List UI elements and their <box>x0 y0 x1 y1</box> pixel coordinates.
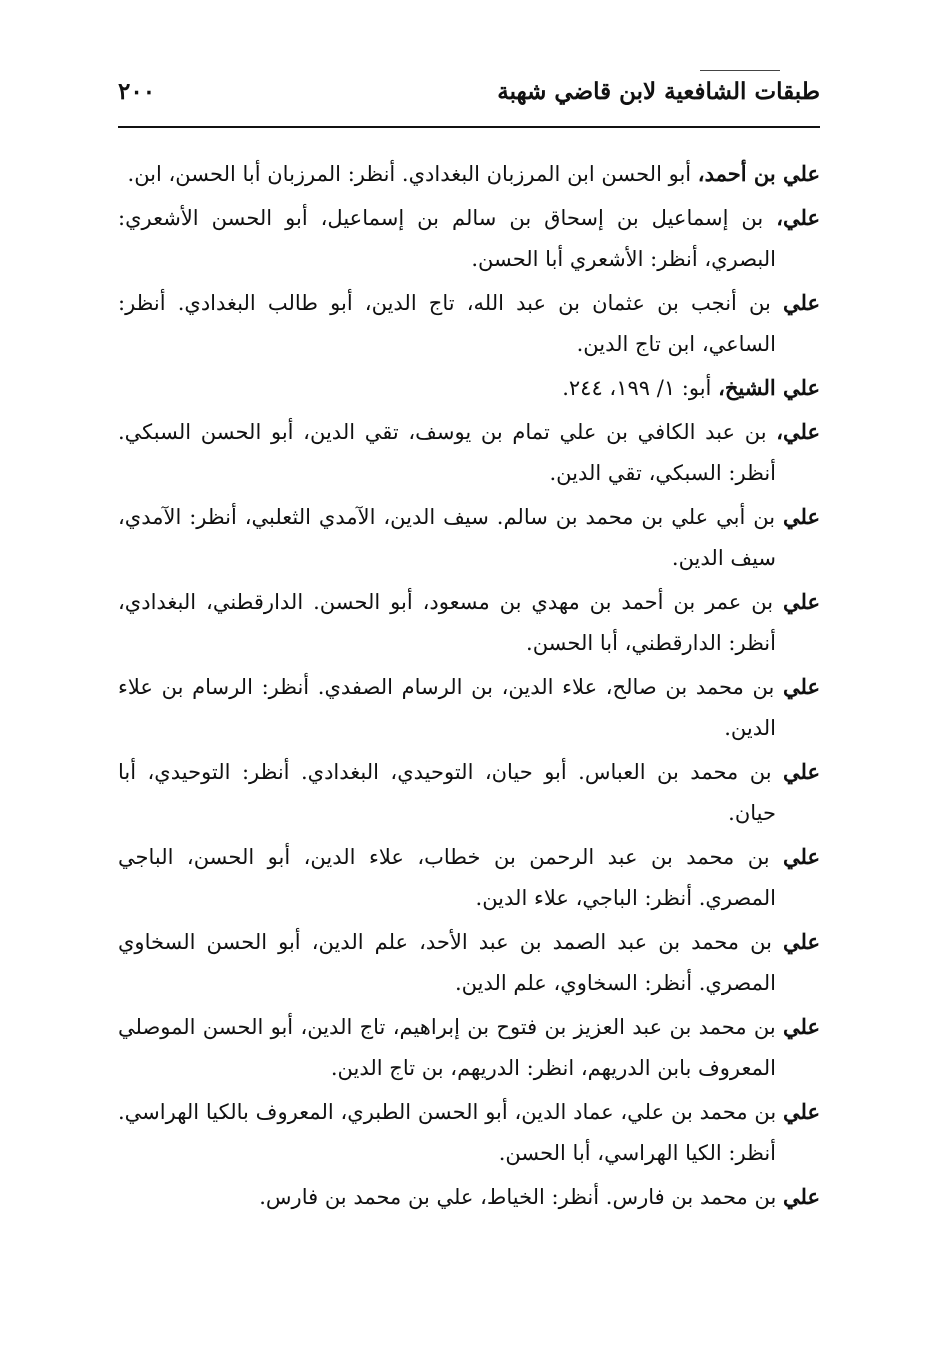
entry-text: أبو الحسن ابن المرزبان البغدادي. أنظر: المرزبان أبا الحسن، ابن. <box>127 162 698 186</box>
index-entry <box>118 1091 820 1174</box>
index-entry <box>118 581 820 664</box>
index-entry <box>118 496 820 579</box>
entry-text: بن محمد بن العباس. أبو حيان، التوحيدي، البغدادي. أنظر: التوحيدي، أبا حيان. <box>118 760 783 825</box>
page-number: ٢٠٠ <box>118 78 156 105</box>
entry-headword: علي <box>783 504 820 529</box>
entry-text: بن عمر بن أحمد بن مهدي بن مسعود، أبو الحسن. الدارقطني، البغدادي، أنظر: الدارقطني، أبا الحسن. <box>118 590 783 655</box>
entry-headword: علي، <box>776 205 820 230</box>
entry-text: بن محمد بن عبد الرحمن بن خطاب، علاء الدين، أبو الحسن، الباجي المصري. أنظر: الباجي، علاء الدين. <box>118 845 783 910</box>
entry-text: بن أنجب بن عثمان بن عبد الله، تاج الدين، أبو طالب البغدادي. أنظر: الساعي، ابن تاج الدين. <box>118 291 783 356</box>
entry-headword: علي <box>783 1184 820 1209</box>
entry-text: بن أبي علي بن محمد بن سالم. سيف الدين، الآمدي الثعلبي، أنظر: الآمدي، سيف الدين. <box>118 505 783 570</box>
index-entry <box>118 836 820 919</box>
entry-headword: علي الشيخ، <box>718 375 820 400</box>
running-header <box>118 78 820 118</box>
entry-headword: علي، <box>776 419 820 444</box>
entry-headword: علي <box>783 674 820 699</box>
entry-text: بن محمد بن عبد العزيز بن فتوح بن إبراهيم، تاج الدين، أبو الحسن الموصلي المعروف بابن الدريهم، انظر: الدريهم، بن تاج الدين. <box>118 1015 783 1080</box>
entry-text: بن عبد الكافي بن علي تمام بن يوسف، تقي الدين، أبو الحسن السبكي. أنظر: السبكي، تقي الدين. <box>118 420 777 485</box>
entry-text: أبو: ١/ ١٩٩، ٢٤٤. <box>562 376 719 400</box>
entry-text: بن محمد بن صالح، علاء الدين، بن الرسام الصفدي. أنظر: الرسام بن علاء الدين. <box>118 675 783 740</box>
index-entry <box>118 751 820 834</box>
entry-headword: علي <box>783 759 820 784</box>
running-title: طبقات الشافعية لابن قاضي شهبة <box>497 78 820 105</box>
entry-text: بن محمد بن عبد الصمد بن عبد الأحد، علم الدين، أبو الحسن السخاوي المصري. أنظر: السخاوي، علم الدين. <box>118 930 783 995</box>
entry-headword: علي <box>783 1014 820 1039</box>
index-entry <box>118 282 820 365</box>
entry-headword: علي <box>783 844 820 869</box>
entry-headword: علي <box>783 1099 820 1124</box>
index-entry <box>118 411 820 494</box>
header-mark <box>700 70 780 71</box>
entry-headword: علي <box>783 589 820 614</box>
entry-text: بن محمد بن فارس. أنظر: الخياط، علي بن محمد بن فارس. <box>259 1185 783 1209</box>
index-entry <box>118 666 820 749</box>
index-entry <box>118 921 820 1004</box>
index-entry <box>118 1176 820 1218</box>
index-entry <box>118 197 820 280</box>
entry-text: بن إسماعيل بن إسحاق بن سالم بن إسماعيل، أبو الحسن الأشعري: البصري، أنظر: الأشعري أبا الحسن. <box>118 206 777 271</box>
header-rule <box>118 126 820 128</box>
entry-text: بن محمد بن علي، عماد الدين، أبو الحسن الطبري، المعروف بالكيا الهراسي. أنظر: الكيا الهراسي، أبا الحسن. <box>118 1100 783 1165</box>
entry-headword: علي <box>783 929 820 954</box>
index-entry <box>118 367 820 409</box>
index-entry <box>118 1006 820 1089</box>
entry-headword: علي بن أحمد، <box>697 161 820 186</box>
entry-headword: علي <box>783 290 820 315</box>
index-entry <box>118 153 820 195</box>
index-entries <box>118 153 820 1220</box>
